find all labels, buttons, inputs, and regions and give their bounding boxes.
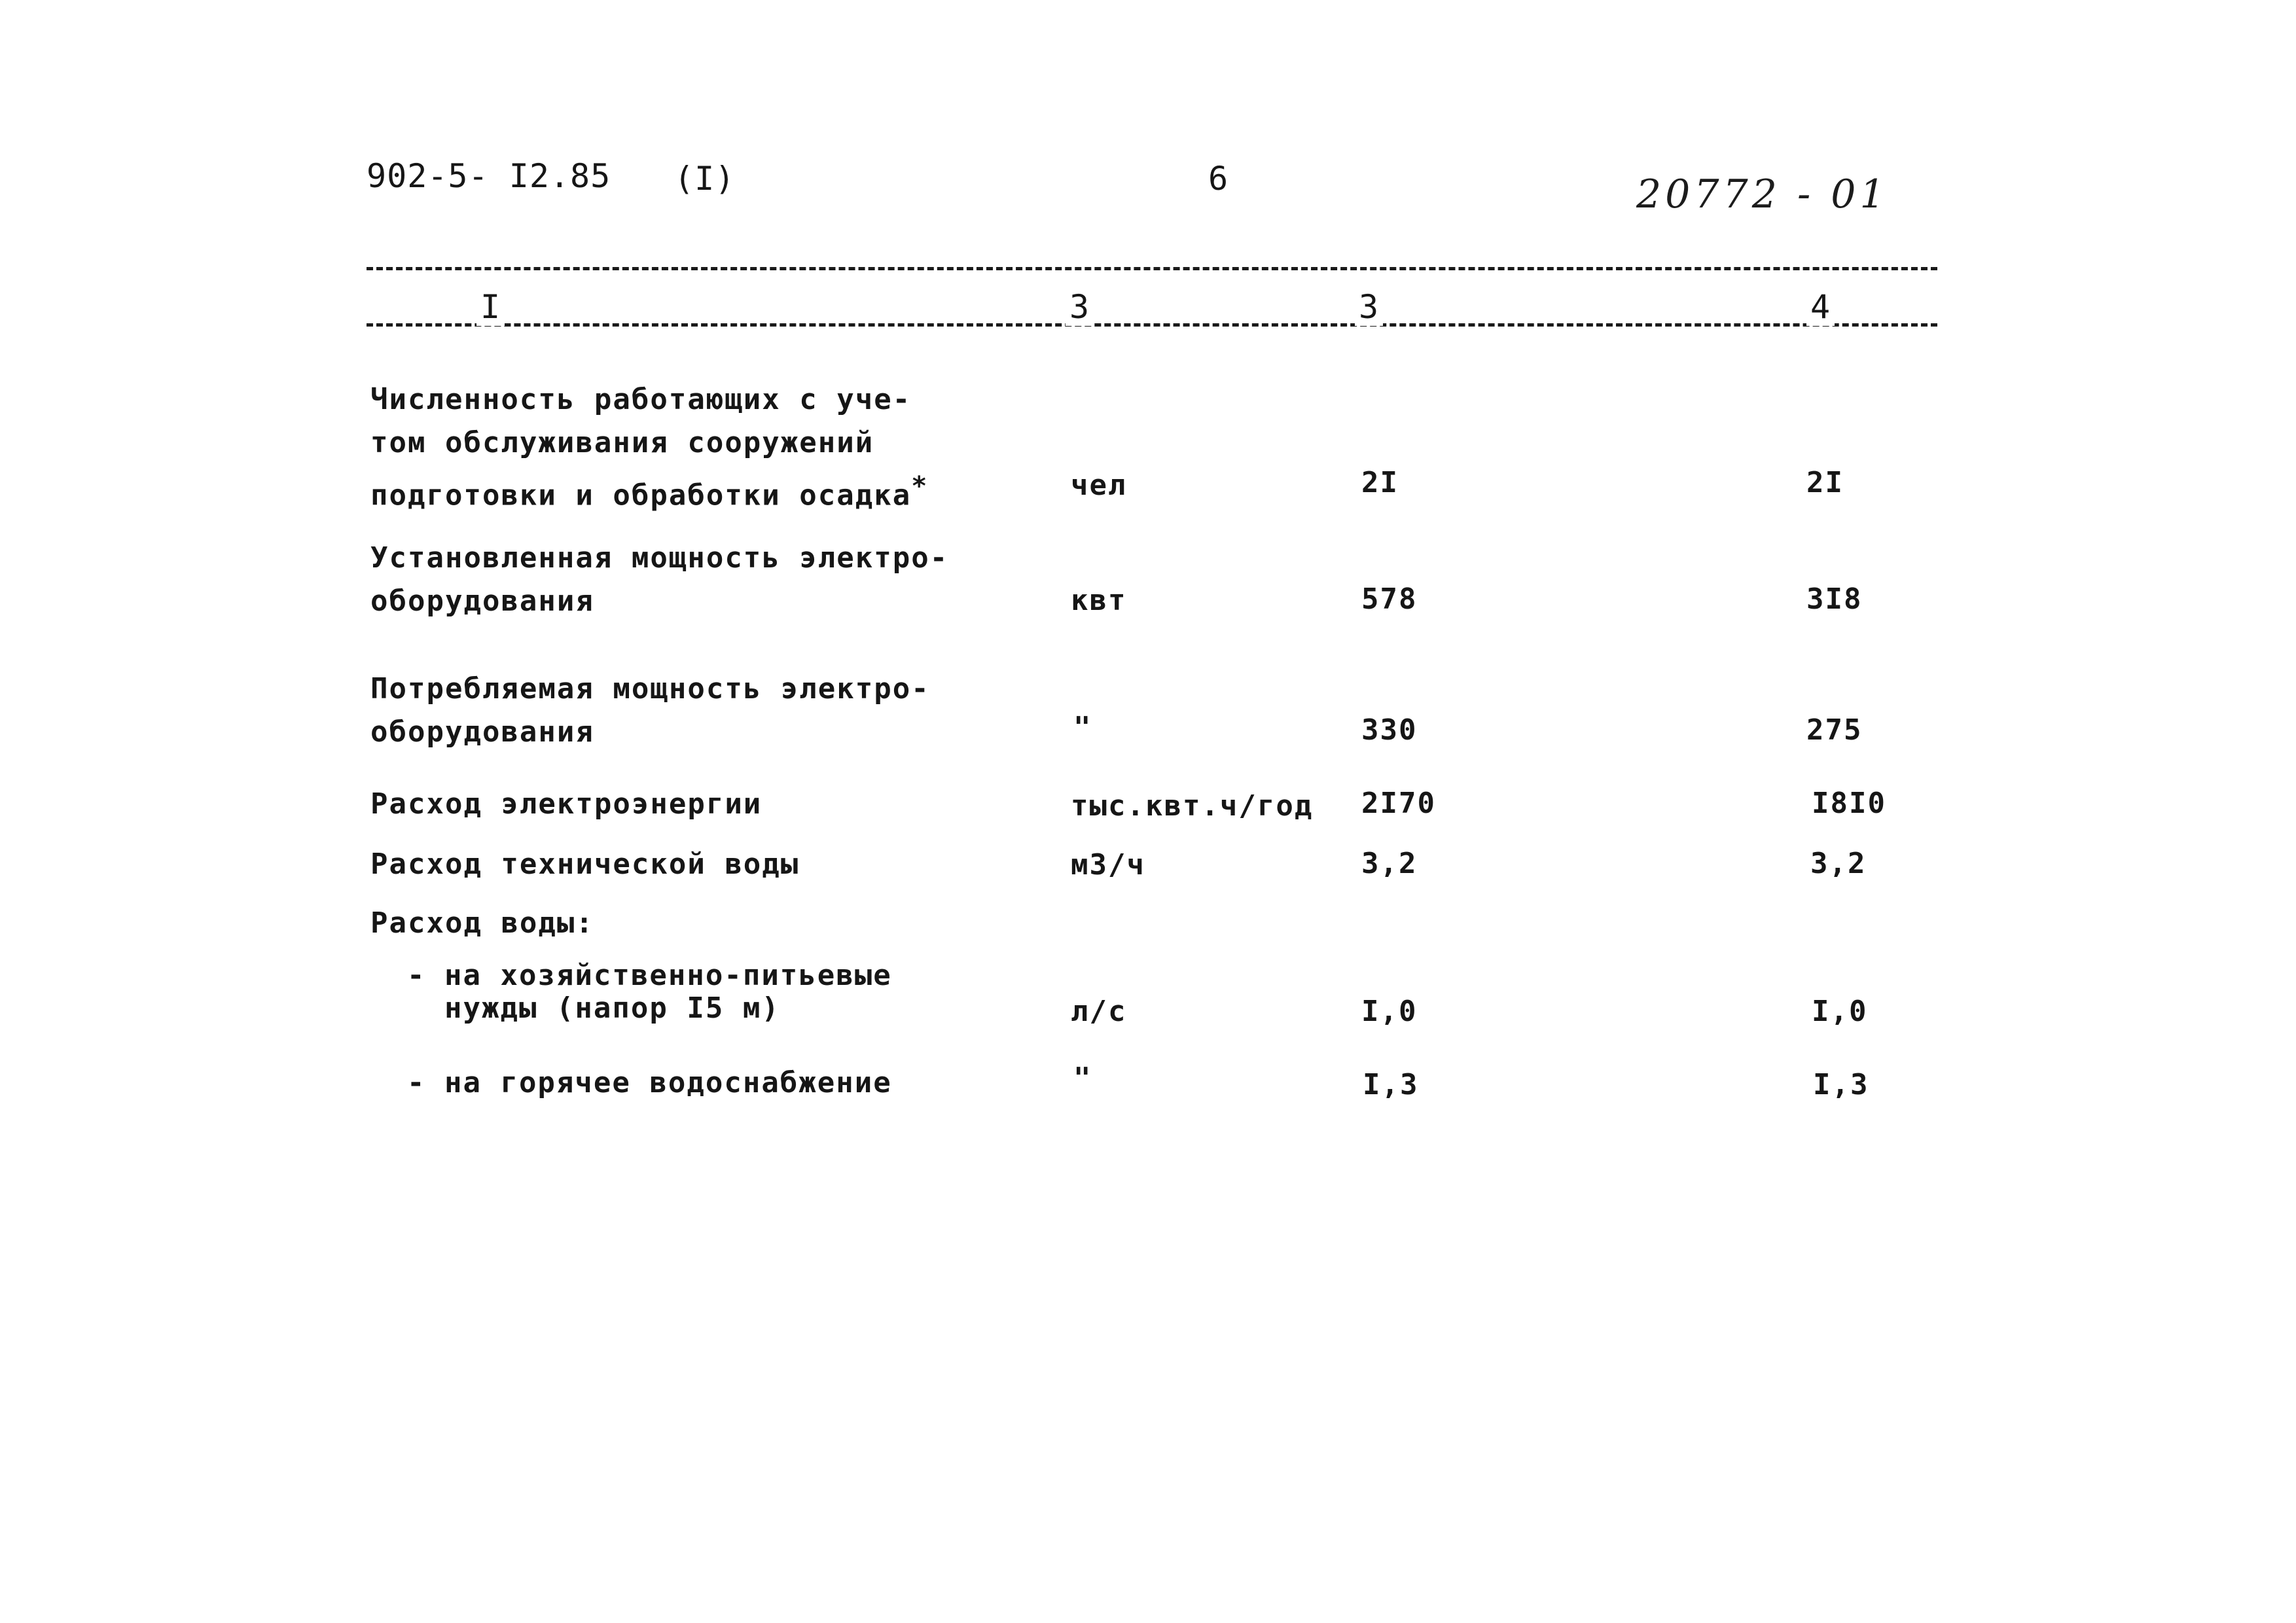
row-label-line: Расход электроэнергии [370, 787, 762, 821]
row-label-line: Расход технической воды [370, 847, 800, 881]
row-label-line: Расход воды: [370, 906, 594, 940]
row-unit: л/с [1071, 995, 1127, 1028]
row-label-line: - на хозяйственно-питьевые [407, 959, 892, 992]
row-value-b: I8I0 [1812, 787, 1886, 820]
row-label-line: том обслуживания сооружений [370, 426, 874, 459]
column-number-1: I [476, 288, 505, 326]
section-heading [370, 902, 594, 945]
row-value-a: I,3 [1363, 1068, 1419, 1101]
column-number-3: 3 [1355, 288, 1383, 326]
row-value-a: 2I70 [1361, 787, 1436, 820]
row-label-line [370, 465, 928, 518]
row-label-line: Потребляемая мощность электро- [370, 672, 930, 705]
page-number: 6 [1208, 160, 1229, 198]
footnote-mark: * [911, 471, 929, 501]
row-label-text: подготовки и обработки осадка [370, 478, 912, 512]
row-label-line: - на горячее водоснабжение [407, 1066, 892, 1099]
row-label-line: Численность работающих с уче- [370, 383, 912, 416]
row-value-b: 3,2 [1810, 847, 1867, 880]
row-value-b: I,0 [1812, 995, 1868, 1028]
column-number-2: 3 [1066, 288, 1094, 326]
row-unit: " [1073, 711, 1092, 744]
row-unit: тыс.квт.ч/год [1071, 789, 1314, 823]
row-unit: квт [1071, 584, 1127, 617]
row-value-a: 2I [1361, 466, 1399, 499]
row-value-a: 578 [1361, 582, 1418, 616]
table-top-rule [367, 267, 1937, 270]
table-header-rule [367, 323, 1937, 327]
document-part: (I) [674, 160, 736, 198]
row-label [370, 668, 930, 754]
row-label [370, 783, 762, 826]
row-value-b: 2I [1806, 466, 1844, 499]
row-value-b: I,3 [1813, 1068, 1869, 1101]
row-value-b: 3I8 [1806, 582, 1863, 616]
row-label-line: оборудования [370, 715, 594, 749]
row-value-a: 330 [1361, 713, 1418, 747]
row-unit: чел [1071, 469, 1127, 502]
column-number-4: 4 [1806, 288, 1835, 326]
handwritten-number: 20772 - 01 [1636, 171, 1889, 217]
document-code: 902-5- I2.85 [367, 157, 611, 195]
row-unit: м3/ч [1071, 848, 1145, 882]
row-label-line: Установленная мощность электро- [370, 541, 949, 575]
row-label-line: оборудования [370, 584, 594, 618]
row-unit: " [1073, 1061, 1092, 1095]
row-label [370, 537, 948, 623]
row-label-line: нужды (напор I5 м) [407, 991, 780, 1025]
row-value-a: 3,2 [1361, 847, 1418, 880]
row-label [407, 959, 892, 1025]
row-label [370, 843, 799, 886]
row-value-b: 275 [1806, 713, 1863, 747]
row-label [370, 378, 928, 518]
row-value-a: I,0 [1361, 995, 1418, 1028]
row-label [407, 1061, 892, 1105]
